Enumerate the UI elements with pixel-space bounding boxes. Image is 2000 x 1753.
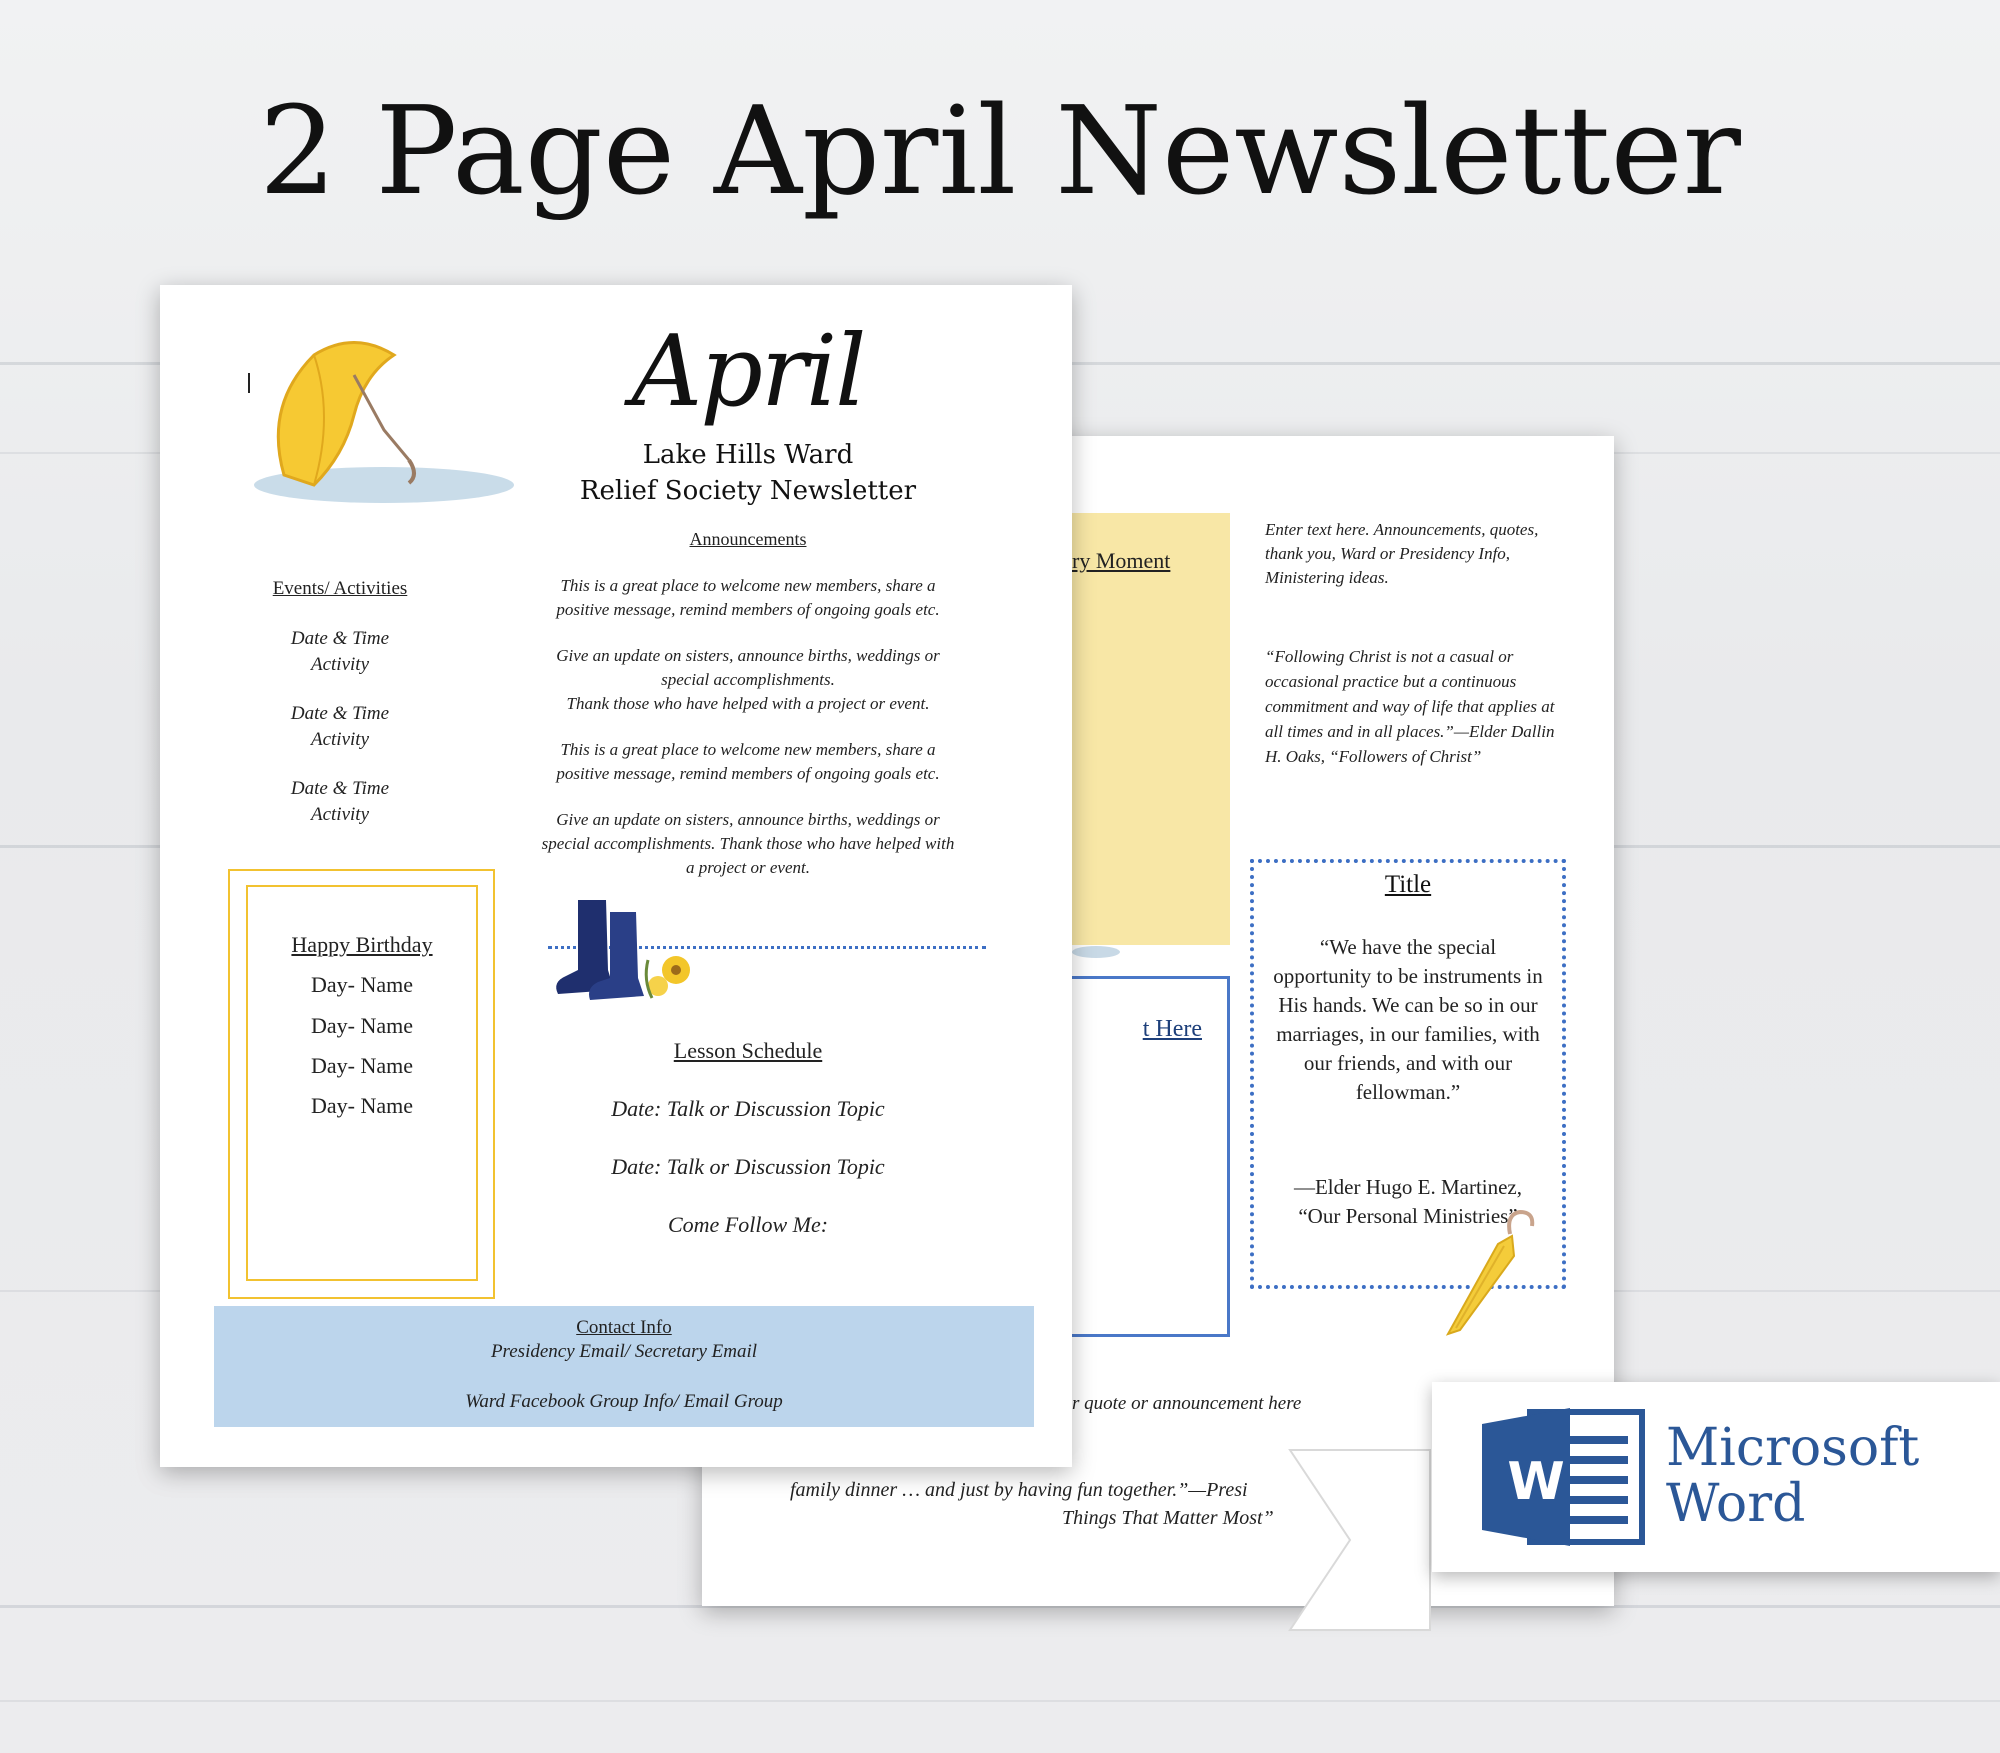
birthday-item-3: Day- Name	[310, 1053, 413, 1078]
announcement-paragraph-3: This is a great place to welcome new members, share a positive message, remind members of ongoing goals etc.	[556, 740, 940, 783]
blue-section-heading: t Here	[1142, 1016, 1202, 1042]
event-activity-2: Activity	[310, 729, 370, 750]
oaks-quote: “Following Christ is not a casual or occasional practice but a continuous commitment and way of life that applies at all times and in all places.”—Elder Dallin H. Oaks, “Followers of Christ”	[1265, 647, 1555, 766]
yellow-section	[1072, 513, 1230, 945]
birthday-item-1: Day- Name	[310, 972, 413, 997]
birthday-item-4: Day- Name	[310, 1093, 413, 1118]
announcement-paragraph-1: This is a great place to welcome new members, share a positive message, remind members of ongoing goals etc.	[556, 576, 940, 619]
lesson-item-1: Date: Talk or Discussion Topic	[611, 1096, 885, 1121]
microsoft-word-badge	[1432, 1382, 2000, 1572]
events-heading: Events/ Activities	[272, 578, 408, 599]
yellow-section-heading: ry Moment	[1072, 548, 1171, 573]
event-date-2: Date & Time	[290, 703, 390, 724]
bottom-announcement-line: r quote or announcement here	[1072, 1393, 1302, 1414]
word-logo-letter: W	[1507, 1452, 1565, 1512]
martinez-attribution-2: “Our Personal Ministries”	[1298, 1204, 1518, 1228]
announcement-paragraph-2: Give an update on sisters, announce births, weddings or special accomplishments.	[556, 646, 940, 689]
rain-boots-illustration	[548, 890, 708, 1020]
contact-heading: Contact Info	[576, 1317, 672, 1338]
wood-grain-line	[0, 1700, 2000, 1702]
newsletter-page-1	[160, 285, 1072, 1467]
ward-name: Lake Hills Ward	[642, 440, 854, 470]
contact-line-1: Presidency Email/ Secretary Email	[490, 1341, 758, 1362]
birthday-item-2: Day- Name	[310, 1013, 413, 1038]
puddle-decoration	[1072, 946, 1120, 958]
bottom-quote-source: Things That Matter Most”	[1062, 1507, 1274, 1529]
contact-line-2: Ward Facebook Group Info/ Email Group	[465, 1391, 783, 1412]
lesson-item-2: Date: Talk or Discussion Topic	[611, 1154, 885, 1179]
page-title: 2 Page April Newsletter	[259, 80, 1741, 222]
event-date-3: Date & Time	[290, 778, 390, 799]
title-box-heading: Title	[1384, 871, 1432, 898]
event-date-1: Date & Time	[290, 628, 390, 649]
martinez-quote: “We have the special opportunity to be instruments in His hands. We can be so in our marriages, in our families, with our friends, and with our fellowman.”	[1273, 935, 1543, 1104]
script-month-title: April	[631, 315, 865, 429]
lesson-item-3: Come Follow Me:	[667, 1212, 829, 1237]
announcement-paragraph-4: Give an update on sisters, announce births, weddings or special accomplishments. Thank those who have helped with a project or event.	[541, 810, 955, 877]
event-activity-1: Activity	[310, 654, 370, 675]
newsletter-name: Relief Society Newsletter	[579, 476, 917, 506]
enter-text-paragraph: Enter text here. Announcements, quotes, thank you, Ward or Presidency Info, Ministering ideas.	[1265, 520, 1539, 587]
event-activity-3: Activity	[310, 804, 370, 825]
birthday-heading: Happy Birthday	[291, 932, 433, 957]
bottom-quote-line: family dinner … and just by having fun together.”—Presi	[790, 1479, 1248, 1501]
closed-umbrella-illustration	[1440, 1204, 1550, 1344]
badge-word-word: Word	[1666, 1474, 1806, 1534]
badge-word-microsoft: Microsoft	[1666, 1418, 1920, 1478]
lesson-schedule-heading: Lesson Schedule	[673, 1038, 823, 1063]
announcement-paragraph-2b: Thank those who have helped with a project or event.	[566, 694, 930, 713]
martinez-attribution-1: —Elder Hugo E. Martinez,	[1293, 1175, 1523, 1199]
yellow-umbrella-illustration	[244, 335, 544, 515]
contact-info-block	[214, 1306, 1034, 1427]
announcements-heading: Announcements	[689, 529, 807, 549]
